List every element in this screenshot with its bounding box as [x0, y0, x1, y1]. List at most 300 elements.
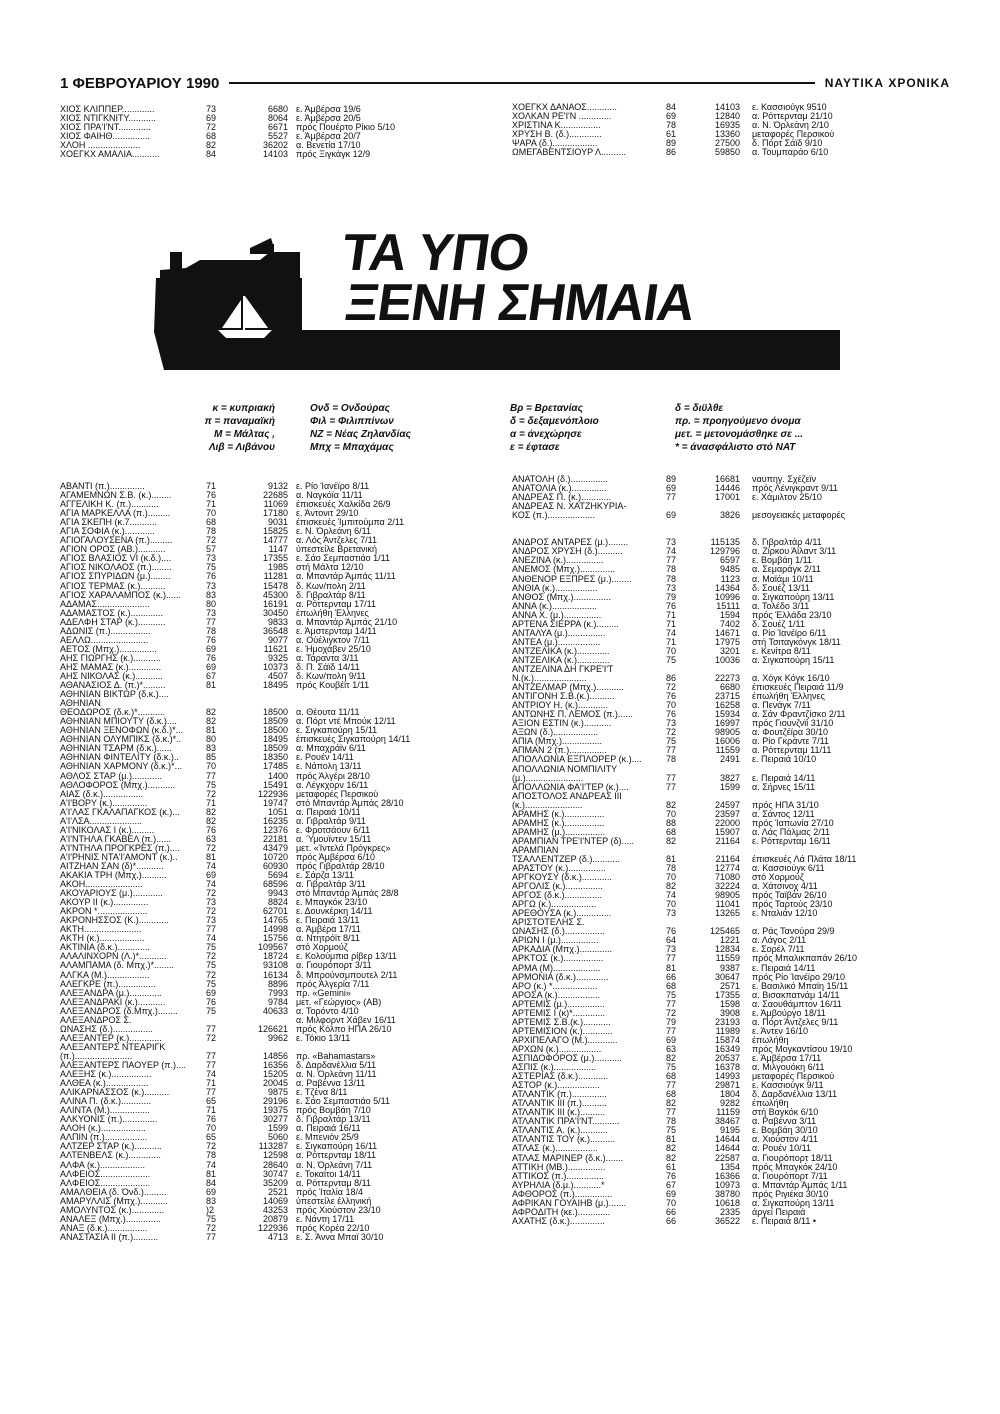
- vessel-status: πρός Ξιγκάγκ 12/9: [296, 150, 371, 160]
- vessel-year: 75: [666, 655, 677, 665]
- vessel-name: ΑΡΑΜΗΣ (κ.)................: [512, 818, 605, 828]
- vessel-name: ΑΛΑΜΠΑΜΑ (δ. Μπχ.)*........: [60, 961, 174, 971]
- vessel-year: 79: [666, 592, 677, 602]
- vessel-name: ΑΘΗΝΙΑΝ ΞΕΝΟΦΩΝ (κ.δ.)*...: [60, 726, 184, 736]
- vessel-tonnage: 68596: [262, 880, 288, 890]
- vessel-year: 68: [666, 981, 677, 991]
- vessel-tonnage: 98905: [714, 891, 740, 901]
- vessel-name: ΑΓΙΟΣ ΝΙΚΟΛΑΟΣ (π.)........: [60, 563, 172, 573]
- vessel-entry: [60, 826, 500, 835]
- vessel-entry: [60, 934, 500, 943]
- vessel-entry: [60, 708, 500, 717]
- vessel-status: πρός Ταϊβάν 26/10: [752, 891, 827, 901]
- vessel-name: ΑΤΛΑΝΤΙΚ ΙΙΙ (κ.)..........: [512, 1108, 606, 1118]
- vessel-tonnage: 14998: [262, 925, 288, 935]
- vessel-status: πρός Μογκαντίσου 19/10: [752, 1044, 853, 1054]
- vessel-entry: [60, 536, 500, 545]
- vessel-year: 82: [666, 1099, 677, 1109]
- vessel-year: 77: [206, 617, 217, 627]
- vessel-status: α. Ρουέν 10/11: [752, 1144, 812, 1154]
- vessel-entry: [512, 638, 942, 647]
- vessel-status: α. Ντητρόϊτ 8/11: [296, 934, 360, 944]
- vessel-year: 77: [206, 1051, 217, 1061]
- vessel-entry: [512, 484, 942, 493]
- vessel-entry: [60, 880, 500, 889]
- vessel-status: ε. Ρουέν 14/11: [296, 753, 354, 763]
- vessel-tonnage: 122936: [257, 789, 288, 799]
- vessel-year: 84: [206, 150, 217, 160]
- vessel-status: α. Τάραντα 3/11: [296, 653, 359, 663]
- vessel-status: ε. Κολούμπια ρίβερ 13/11: [296, 952, 397, 962]
- vessel-entry: [512, 991, 942, 1000]
- vessel-tonnage: 9485: [719, 565, 740, 575]
- vessel-status: πρός Κορέα 22/10: [296, 1223, 370, 1233]
- vessel-status: α. Άμβέρα 17/11: [296, 925, 361, 935]
- vessel-name: ΑΝΤΖΕΛΙΚΑ (κ.).............: [512, 646, 610, 656]
- vessel-name: ΑΝΘΟΣ (Μπχ.)...............: [512, 592, 611, 602]
- vessel-year: 78: [206, 1151, 217, 1161]
- vessel-entry: [60, 726, 500, 735]
- vessel-name: ΑΗΣ ΝΙΚΟΛΑΣ (κ.)...........: [60, 671, 163, 681]
- vessel-tonnage: 15111: [716, 601, 740, 611]
- vessel-entry: [60, 753, 500, 762]
- vessel-year: 74: [666, 628, 677, 638]
- vessel-name: Ν.(κ.).....................: [512, 674, 587, 684]
- vessel-status: δ. Γιβραλτάρ 8/11: [296, 590, 366, 600]
- vessel-name: ΑΝΤΡΙΟΥ Η. (κ.)............: [512, 701, 609, 711]
- vessel-name: ΑΓΙΑ ΣΚΕΠΗ (κ.7...........: [60, 518, 158, 528]
- vessel-status: α. Ρόττερνταμ 18/11: [296, 1151, 376, 1161]
- vessel-entry: [60, 898, 500, 907]
- vessel-entry: [60, 1115, 500, 1124]
- vessel-year: 70: [666, 701, 677, 711]
- vessel-tonnage: 14644: [714, 1135, 740, 1145]
- vessel-name: ΑΙΤΖΗΑΝ ΣΑΝ (δ)*...........: [60, 861, 164, 871]
- vessel-status: α. Πόρτ Άντζελες 9/11: [752, 1017, 839, 1027]
- vessel-status: ε. Σιγκαπούρη 15/11: [296, 726, 378, 736]
- vessel-tonnage: 17975: [714, 637, 740, 647]
- vessel-tonnage: 22587: [714, 1153, 740, 1163]
- vessel-year: 76: [206, 635, 217, 645]
- vessel-status: ε. Τζένα 8/11: [296, 1088, 348, 1098]
- vessel-entry: [60, 1061, 500, 1070]
- vessel-entry: [512, 819, 942, 828]
- vessel-tonnage: 36522: [714, 1216, 740, 1226]
- vessel-status: ε. Σάο Σεμπαστιάο 5/11: [296, 1097, 390, 1107]
- vessel-year: 63: [206, 834, 217, 844]
- vessel-year: 66: [666, 972, 677, 982]
- vessel-status: ε. Βασιλικό Μπαϊη 15/11: [752, 981, 849, 991]
- vessel-year: 69: [666, 1035, 677, 1045]
- vessel-tonnage: 1599: [267, 1124, 288, 1134]
- vessel-status: ε. Τοκαϊτοι 14/11: [296, 1169, 361, 1179]
- vessel-year: 74: [206, 1160, 217, 1170]
- vessel-status: μετ. «Γεώργιος» (ΑΒ): [296, 997, 382, 1007]
- vessel-tonnage: 30747: [262, 1169, 288, 1179]
- vessel-entry: [512, 611, 942, 620]
- vessel-tonnage: 16378: [714, 1063, 740, 1073]
- vessel-entry: [512, 837, 942, 846]
- vessel-entry: [60, 717, 500, 726]
- vessel-status: μεταφορές Περσικού: [296, 789, 379, 799]
- vessel-year: 86: [666, 148, 677, 158]
- vessel-status: δ. Σουέζ 13/11: [752, 583, 810, 593]
- vessel-tonnage: 17355: [262, 554, 288, 564]
- vessel-status: α. Χάτσινοχ 4/11: [752, 882, 818, 892]
- vessel-name: ΑΡΟΣΑ (κ.).................: [512, 990, 601, 1000]
- vessel-entry: [512, 746, 942, 755]
- vessel-tonnage: 17180: [262, 509, 288, 519]
- vessel-entry: [512, 1181, 942, 1190]
- vessel-entry: [60, 762, 500, 771]
- vessel-entry: [60, 545, 500, 554]
- vessel-status: δ. Π. Σάϊδ 14/11: [296, 662, 360, 672]
- vessel-tonnage: 14644: [714, 1144, 740, 1154]
- vessel-year: 75: [206, 1214, 217, 1224]
- legend-item: Φιλ = Φιλιππίνων: [310, 416, 394, 427]
- vessel-year: 77: [666, 1081, 677, 1091]
- vessel-status: δ. Δαρδανέλλια 5/11: [296, 1061, 377, 1070]
- vessel-tonnage: 16681: [714, 475, 740, 484]
- vessel-status: πρός Ρίο Ίανέϊρο 29/10: [752, 972, 845, 982]
- vessel-year: 73: [206, 608, 217, 618]
- vessel-tonnage: 38467: [714, 1117, 740, 1127]
- vessel-status: δ. Μπρούνσμπουτελ 2/11: [296, 970, 398, 980]
- vessel-entry: [60, 105, 470, 114]
- vessel-tonnage: 9962: [267, 1033, 288, 1043]
- vessel-name: ΤΣΑΛΛΕΝΤΖΕΡ (δ.)...........: [512, 854, 620, 864]
- vessel-status: α. Σιγκαπούρη 13/11: [752, 592, 835, 602]
- vessel-year: 83: [206, 590, 217, 600]
- vessel-name: ΑΛΤΕΝΒΕΛΣ (κ.).............: [60, 1151, 161, 1161]
- vessel-status: α. Ν. Όρλεάνη 2/10: [752, 121, 829, 131]
- vessel-entry: [60, 1106, 500, 1115]
- vessel-entry: [512, 1063, 942, 1072]
- vessel-year: 72: [206, 123, 217, 133]
- vessel-year: 82: [666, 882, 677, 892]
- vessel-entry: [60, 518, 500, 527]
- vessel-name: ΧΙΟΣ ΝΤΙΓΚΝΙΤΥ...........: [60, 114, 156, 124]
- vessel-entry: [60, 799, 500, 808]
- vessel-year: 73: [206, 916, 217, 926]
- vessel-status: έπισκευές Σιγκαπούρη 14/11: [296, 735, 411, 745]
- vessel-entry: [512, 103, 942, 112]
- vessel-name: ΑΛΦΕΙΟΣ....................: [60, 1178, 151, 1188]
- vessel-name: ΑΝΤΩΝΗΣ Π. ΛΕΜΟΣ (π.)......: [512, 710, 633, 720]
- vessel-name: ΑΛΕΞΑΝΤΕΡ (κ.).............: [60, 1033, 162, 1043]
- vessel-tonnage: 1594: [719, 610, 740, 620]
- vessel-entry: [60, 1052, 500, 1061]
- vessel-entry: [512, 692, 942, 701]
- vessel-tonnage: 20537: [714, 1054, 740, 1063]
- vessel-entry: [60, 1133, 500, 1142]
- vessel-tonnage: 14103: [262, 150, 288, 160]
- vessel-tonnage: 6597: [719, 556, 740, 566]
- vessel-status: ε. Άντεν 16/10: [752, 1026, 808, 1036]
- vessel-entry: [512, 891, 942, 900]
- vessel-year: 61: [666, 130, 677, 140]
- vessel-name: ΑΘΗΝΙΑΝ: [60, 699, 101, 709]
- vessel-status: πρός Άλγέρι 28/10: [296, 771, 370, 781]
- vessel-name: ΑΛΕΞΑΝΔΡΟΣ (δ.Μπχ.)........: [60, 1006, 178, 1016]
- vessel-year: 68: [666, 1072, 677, 1082]
- vessel-name: ΑΠΟΛΛΩΝΙΑ ΝΟΜΠΙΛΙΤΥ: [512, 764, 618, 774]
- vessel-tonnage: 18495: [262, 735, 288, 745]
- vessel-name: ΑΞΩΝ (δ.)..................: [512, 728, 599, 738]
- vessel-status: ε. Πειραιά 13/11: [296, 916, 360, 926]
- vessel-tonnage: 22000: [714, 818, 740, 828]
- vessel-year: 77: [666, 1108, 677, 1118]
- vessel-tonnage: 16935: [714, 121, 740, 131]
- vessel-entry: [60, 482, 500, 491]
- vessel-tonnage: 2335: [719, 1207, 740, 1217]
- vessel-name: ΑΛΦΑ (κ.)..................: [60, 1160, 145, 1170]
- vessel-year: 77: [206, 771, 217, 781]
- vessel-year: 67: [206, 671, 217, 681]
- vessel-status: μετ. «Ίντελά Πρόγκρες»: [296, 843, 391, 853]
- vessel-name: Α'Ι'ΒΟΡΥ (κ.)..............: [60, 798, 148, 808]
- vessel-status: άργεί Πειραιά: [752, 1207, 806, 1217]
- vessel-year: 72: [206, 970, 217, 980]
- vessel-tonnage: 11559: [715, 954, 740, 964]
- vessel-name: ΑΓΙΟΓΑΛΟΥΣΕΝΑ (π.).........: [60, 536, 173, 546]
- vessel-entry: [512, 1163, 942, 1172]
- vessel-entry: [512, 1108, 942, 1117]
- vessel-entry: [512, 1000, 942, 1009]
- vessel-name: ΑΠΜΑΝ 2 (π.)...............: [512, 746, 607, 756]
- vessel-tonnage: 40633: [262, 1006, 288, 1016]
- vessel-year: 77: [206, 925, 217, 935]
- vessel-tonnage: 10373: [262, 662, 288, 672]
- vessel-entry: [60, 1070, 500, 1079]
- vessel-status: α. Λός Άντζελες 7/11: [296, 536, 378, 546]
- vessel-entry: [512, 918, 942, 927]
- vessel-year: 89: [666, 475, 677, 484]
- vessel-year: 73: [666, 909, 677, 919]
- vessel-year: 76: [206, 825, 217, 835]
- vessel-name: ΑΚΑΚΙΑ ΤΡΗ (Μπχ.)..........: [60, 871, 167, 881]
- vessel-tonnage: 10036: [714, 655, 740, 665]
- vessel-tonnage: 23597: [714, 809, 740, 819]
- vessel-name: ΑΛΕΞΑΝΔΡΑΚΙ (κ.)...........: [60, 997, 166, 1007]
- vessel-year: 82: [206, 807, 217, 817]
- vessel-name: ΑΓΙΟΣ ΤΕΡΜΑΣ (κ.)..........: [60, 581, 166, 591]
- vessel-status: α. Λάγος 2/11: [752, 936, 807, 946]
- vessel-status: α. Ρίο Γκράντε 7/11: [752, 737, 829, 747]
- vessel-entry: [512, 1081, 942, 1090]
- vessel-entry: [512, 900, 942, 909]
- vessel-entry: [512, 121, 942, 130]
- vessel-status: α. Μιλφορντ Χάβεν 16/11: [296, 1015, 396, 1025]
- vessel-name: ΑΤΛΑΝΤΙΚ (π.)..............: [512, 1090, 607, 1100]
- vessel-name: ΧΙΟΣ ΚΛΙΠΠΕΡ.............: [60, 105, 155, 114]
- vessel-entry: [512, 954, 942, 963]
- vessel-status: ε. Νάπολη 13/11: [296, 762, 362, 772]
- vessel-name: ΑΡΑΣΤΟΥ (κ.)...............: [512, 864, 606, 874]
- vessel-year: 73: [206, 105, 217, 114]
- vessel-entry: [60, 844, 500, 853]
- vessel-tonnage: 8896: [267, 979, 288, 989]
- vessel-status: ε. Ρίο Ίανέϊρο 8/11: [296, 482, 370, 491]
- vessel-entry: [512, 593, 942, 602]
- vessel-tonnage: 6680: [267, 105, 288, 114]
- vessel-name: ΑΛΤΖΕΡ ΣΤΑΡ (κ.)...........: [60, 1142, 162, 1152]
- vessel-status: πρός Μπαλικπαπάν 26/10: [752, 954, 858, 964]
- vessel-tonnage: 16134: [262, 970, 288, 980]
- vessel-year: 65: [206, 1097, 217, 1107]
- vessel-name: ΑΣΠΙΣ (κ.).................: [512, 1063, 597, 1073]
- vessel-entry: [512, 683, 942, 692]
- vessel-status: ε. Φροτσάουν 6/11: [296, 825, 371, 835]
- banner-line-2: ΞΕΝΗ ΣΗΜΑΙΑ: [341, 274, 698, 332]
- vessel-name: ΧΟΛΚΑΝ ΡΕ'Ι'Ν .............: [512, 112, 612, 122]
- vessel-entry: [512, 565, 942, 574]
- vessel-year: 68: [666, 827, 677, 837]
- vessel-tonnage: 35209: [262, 1178, 288, 1188]
- vessel-entry: [60, 1161, 500, 1170]
- vessel-year: 76: [666, 601, 677, 611]
- vessel-status: α. Λάς Πάλμας 2/11: [752, 827, 831, 837]
- vessel-year: 85: [206, 753, 217, 763]
- vessel-year: 73: [666, 538, 677, 548]
- vessel-name: ΑΥΡΗΛΙΑ (δ.μ.)...........*: [512, 1180, 605, 1190]
- vessel-name: ΑΘΗΝΙΑΝ ΜΠΙΟΥΤΥ (δ.κ.)....: [60, 717, 177, 727]
- vessel-year: 69: [666, 484, 677, 494]
- vessel-entry: [512, 1036, 942, 1045]
- vessel-year: 73: [666, 719, 677, 729]
- vessel-tonnage: 60930: [262, 861, 288, 871]
- vessel-name: ΑΕΤΟΣ (Μπχ.)...............: [60, 644, 157, 654]
- vessel-tonnage: 10720: [262, 852, 288, 862]
- vessel-year: 72: [206, 789, 217, 799]
- vessel-name: ΑΡΓΩ (κ.)..................: [512, 900, 597, 910]
- vessel-year: 82: [206, 717, 217, 727]
- vessel-year: 71: [206, 1079, 217, 1089]
- vessel-status: ε. Βομβάη 1/11: [752, 556, 812, 566]
- vessel-status: έπωλήθη Έλληνες: [296, 608, 369, 618]
- vessel-year: 77: [666, 493, 677, 503]
- vessel-entry: [512, 982, 942, 991]
- vessel-status: πρός Ίαπωνία 27/10: [752, 818, 834, 828]
- vessel-entry: [60, 1025, 500, 1034]
- vessel-status: πρός Ταρτούς 23/10: [752, 900, 833, 910]
- vessel-tonnage: 12598: [262, 1151, 288, 1161]
- vessel-tonnage: 19747: [262, 798, 288, 808]
- vessel-year: 83: [206, 744, 217, 754]
- vessel-entry: [512, 964, 942, 973]
- vessel-year: 69: [206, 871, 217, 881]
- vessel-year: 71: [206, 482, 217, 491]
- vessel-tonnage: 18724: [262, 952, 288, 962]
- vessel-tonnage: 4507: [267, 671, 288, 681]
- vessel-year: 77: [206, 1088, 217, 1098]
- vessel-name: ΑΙΑΣ (δ.κ.)................: [60, 789, 144, 799]
- vessel-entry: [60, 1142, 500, 1151]
- vessel-name: ΧΙΟΣ ΠΡΑ'Ι'ΝΤ.............: [60, 123, 151, 133]
- vessel-status: α. Ραβέννα 13/11: [296, 1079, 366, 1089]
- vessel-entry: [60, 618, 500, 627]
- vessel-entry: [60, 141, 470, 150]
- vessel-status: δ. Πόρτ Σάϊδ 9/10: [752, 139, 823, 149]
- vessel-entry: [512, 475, 942, 484]
- vessel-entry: [60, 1151, 500, 1160]
- vessel-status: α. Χόγκ Κόγκ 16/10: [752, 674, 830, 684]
- vessel-entry: [512, 1208, 942, 1217]
- legend-item: μετ. = μετονομάσθηκε σε ...: [675, 429, 804, 440]
- vessel-year: 83: [206, 1196, 217, 1206]
- vessel-status: πρός Βομβάη 7/10: [296, 1106, 371, 1116]
- vessel-entry: [60, 961, 500, 970]
- page-header: [60, 72, 950, 94]
- vessel-status: α. Τολέδο 3/11: [752, 601, 810, 611]
- vessel-name: ΧΙΟΣ ΦΑΙΗΘ...............: [60, 132, 150, 142]
- vessel-entry: [512, 792, 942, 801]
- vessel-year: 77: [666, 782, 677, 792]
- vessel-year: 73: [666, 583, 677, 593]
- vessel-tonnage: 93108: [262, 961, 288, 971]
- vessel-status: ε. Κασσιούγκ 9510: [752, 103, 827, 112]
- vessel-year: 80: [206, 599, 217, 609]
- vessel-entry: [512, 1135, 942, 1144]
- vessel-status: στή Μάλτα 12/10: [296, 563, 364, 573]
- vessel-entry: [512, 1217, 942, 1226]
- vessel-year: 70: [206, 762, 217, 772]
- vessel-name: ΑΝΝΑ (κ.)..................: [512, 601, 598, 611]
- vessel-entry: [60, 1043, 500, 1052]
- vessel-year: 77: [206, 1061, 217, 1070]
- vessel-entry: [512, 148, 942, 157]
- vessel-status: πρός Ριγιέκα 30/10: [752, 1189, 829, 1199]
- vessel-tonnage: 12774: [714, 864, 740, 874]
- vessel-tonnage: 9077: [267, 635, 288, 645]
- vessel-name: ΑΝΕΜΟΣ (Μπχ.)..............: [512, 565, 615, 575]
- vessel-tonnage: 17001: [714, 493, 740, 503]
- vessel-name: ΑΝΕΖΙΝΑ (κ.)...............: [512, 556, 604, 566]
- vessel-status: ε. Σιγκαπούρη 16/11: [296, 1142, 378, 1152]
- vessel-name: ΑΔΕΛΦΗ ΣΤΑΡ (κ.)...........: [60, 617, 166, 627]
- vessel-name: ΑΡΑΜΗΣ (μ.)................: [512, 827, 606, 837]
- vessel-status: α. Ύμουϊντεν 15/11: [296, 834, 372, 844]
- vessel-tonnage: 16235: [262, 816, 288, 826]
- vessel-status: ύπεστείλε Βρετανική: [296, 545, 378, 555]
- vessel-status: α. Πενάγκ 7/11: [752, 701, 811, 711]
- vessel-tonnage: 3827: [719, 773, 740, 783]
- vessel-name: ΑΡΓΟΛΙΣ (κ.)...............: [512, 882, 603, 892]
- vessel-entry: [60, 871, 500, 880]
- vessel-year: 81: [206, 1169, 217, 1179]
- vessel-status: πρός Ίταλία 18/4: [296, 1187, 363, 1197]
- vessel-status: έπωλήθη: [752, 1035, 789, 1045]
- vessel-name: ΑΠΟΛΛΩΝΙΑ ΕΞΠΛΟΡΕΡ (κ.)....: [512, 755, 642, 765]
- vessel-year: 76: [666, 927, 677, 937]
- vessel-status: α. Μπαντάρ Άμπάς 21/10: [296, 617, 398, 627]
- vessel-tonnage: 126621: [257, 1024, 288, 1034]
- vessel-year: 68: [206, 518, 217, 528]
- vessel-tonnage: 11989: [715, 1026, 740, 1036]
- vessel-entry: [512, 629, 942, 638]
- vessel-tonnage: 43253: [262, 1205, 288, 1215]
- vessel-entry: [512, 647, 942, 656]
- vessel-entry: [512, 1172, 942, 1181]
- vessel-entry: [512, 801, 942, 810]
- vessel-entry: [512, 828, 942, 837]
- vessel-entry: [60, 1124, 500, 1133]
- vessel-tonnage: 3201: [719, 646, 740, 656]
- vessel-year: 76: [206, 997, 217, 1007]
- vessel-year: 64: [666, 936, 677, 946]
- vessel-status: ε. Ρόττερνταμ 16/11: [752, 836, 831, 846]
- vessel-entry: [512, 927, 942, 936]
